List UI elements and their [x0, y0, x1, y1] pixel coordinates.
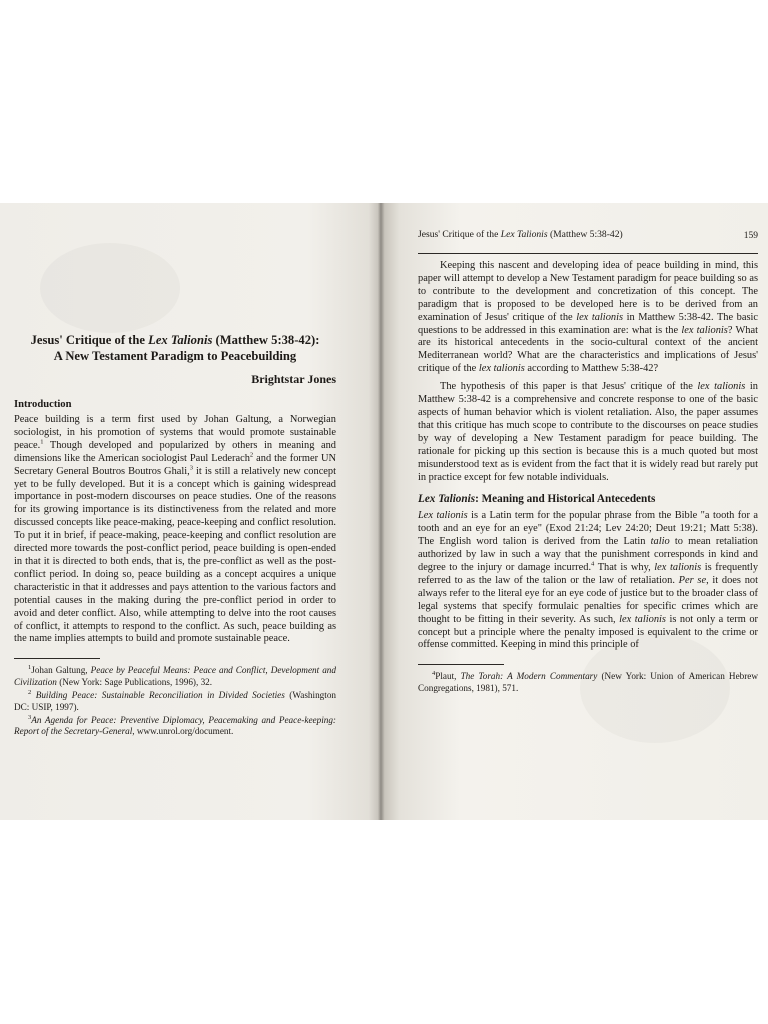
left-page	[0, 203, 376, 820]
book-spread	[0, 203, 768, 820]
footnote-ref: 2	[249, 451, 254, 459]
footnote-2: $^2$ Building Peace: Sustainable Reconciliation in Divided Societies (Washington DC: USIP, 1997).	[14, 689, 337, 712]
footnote-3: $^3$An Agenda for Peace: Preventive Diplomacy, Peacemaking and Peace-keeping: Report of the Secretary-General, www.unrol.org/document.	[14, 713, 336, 737]
title-subline: A New Testament Paradigm to Peacebuilding	[53, 348, 297, 363]
paragraph-3: Lex talionis is a Latin term for the popular phrase from the Bible "a tooth for a tooth and an eye for an eye" (Exod 21:24; Lev 24:20; Deut 19:21; Matt 5:38). The English word talion is derived from the Latin talio to mean retaliation authorized by law in such a way that the punishment corresponds in kind and degree to the injury or damage incurred.$^4$ That is why, lex talionis is frequently referred to as the law of the talion or the law of retaliation. Per se, it does not always refer to the literal eye for an eye code of justice but to the broader class of legal systems that specify formulaic penalties for specific crimes which are thought to be fitting in their severity. As such, lex talionis is not only a term or concept but a principle where the penalty imposed is equivalent to the crime or offense committed. Keeping in mind this principle of	[418, 510, 759, 651]
right-page-content	[418, 229, 758, 696]
paragraph-2: The hypothesis of this paper is that Jesus' critique of the lex talionis in Matthew 5:38-42 is a comprehensive and concrete response to one of the basic aspects of human behavior which is violent retaliation. Also, the paper assumes that this critique has much scope to contribute to the discourses on peace studies by way of developing a New Testament paradigm for peace building. The rationale for picking up this section is because this is a much quoted but most misunderstood text as is evident from the fact that it is widely read but rarely put in practice except for few notable individuals.	[418, 381, 758, 483]
header-rule	[418, 253, 758, 254]
author-name: Brightstar Jones	[251, 372, 336, 386]
page-number: 159	[743, 231, 758, 241]
right-page	[380, 203, 768, 820]
footnote-ref: 1	[40, 438, 44, 446]
running-head: Jesus' Critique of the Lex Talionis (Matthew 5:38-42) 159	[418, 229, 758, 241]
title-text: Jesus' Critique of the	[30, 333, 149, 347]
title-italic: Lex Talionis	[148, 333, 213, 347]
paragraph-1: Keeping this nascent and developing idea of peace building in mind, this paper will attempt to develop a New Testament paradigm for peace building so as to contribute to the development and concretization of this concept. The paradigm that is proposed to be developed here is to be derived from an examination of Jesus' critique of the lex talionis in Matthew 5:38-42. The basic questions to be addressed in this examination are: what is the lex talionis? What are its historical antecedents in the socio-cultural context of the ancient Mediterranean world? What are the characteristics and implications of Jesus' critique of the lex talionis according to Matthew 5:38-42?	[418, 260, 759, 375]
section-heading-lex-talionis: Lex Talionis: Meaning and Historical Antecedents	[418, 493, 656, 506]
footnote-1: $^1$Johan Galtung, Peace by Peaceful Means: Peace and Conflict, Development and Civilization (New York: Sage Publications, 1996), 32.	[14, 664, 336, 687]
paper-stain	[40, 243, 180, 333]
footnote-ref: 3	[189, 464, 193, 472]
left-page-content	[14, 333, 336, 740]
footnote-rule	[14, 658, 100, 659]
title-text: (Matthew 5:38-42):	[212, 333, 320, 347]
section-heading-introduction: Introduction	[14, 399, 72, 410]
article-title	[14, 333, 336, 364]
footnote-ref: 4	[591, 560, 595, 568]
footnote-rule	[418, 664, 504, 665]
footnote-4: $^4$Plaut, The Torah: A Modern Commentary (New York: Union of American Hebrew Congregations, 1981), 571.	[418, 670, 759, 693]
intro-paragraph: Peace building is a term first used by Johan Galtung, a Norwegian sociologist, in his promotion of systems that would promote sustainable peace.$^1$ Though developed and popularized by others in meaning and dimensions like the American sociologist Paul Lederach$^2$ and the former UN Secretary General Boutros Boutros Ghali,$^3$ it is still a relatively new concept yet to be fully developed. But it is a concept which is gaining widespread importance in post-modern discourses on peace studies. One of the reasons for its growing importance is its distinctiveness from the related and more discussed concepts like peace-making, peace-keeping and conflict resolution. To put it in brief, if peace-making, peace-keeping and conflict resolution are directed more towards the post-conflict period, peace building is open-ended in that it is directed to both ends, that is, the pre-conflict as well as the post-conflict period. In doing so, peace building as a concept acquires a unique characteristic in that it addresses and pays attention to the various factors and potential causes in the making during the pre-conflict period in order to avoid and deter conflict. Also, while attempting to delve into the root causes of conflict, it attempts to respond to the conflict. As such, peace building as the name implies attempts to build and promote sustainable peace.	[14, 414, 336, 645]
